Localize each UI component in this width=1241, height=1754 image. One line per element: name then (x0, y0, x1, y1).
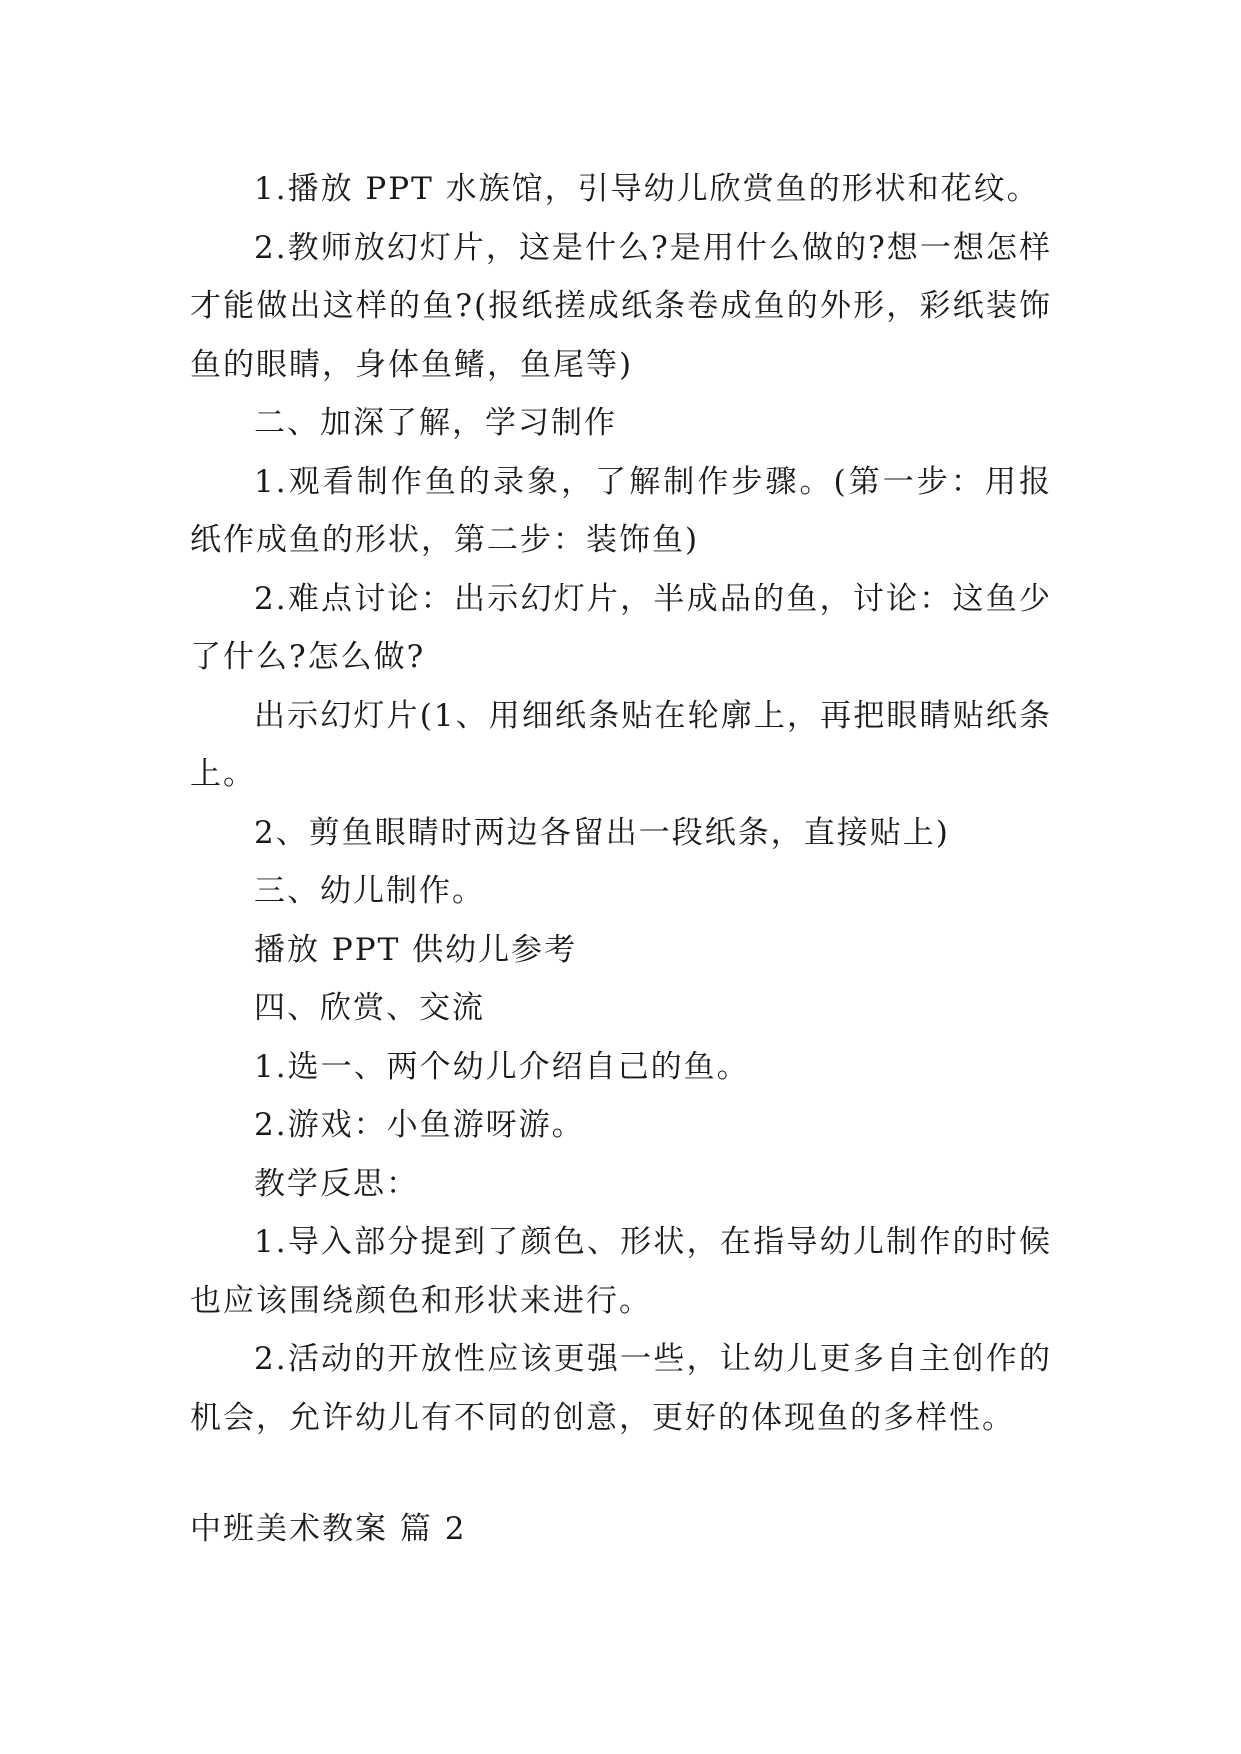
paragraph-8: 1.选一、两个幼儿介绍自己的鱼。 (254, 1048, 750, 1085)
section-subheading-3: 三、幼儿制作。 (254, 873, 485, 909)
reflection-point-1: 1.导入部分提到了颜色、形状，在指导幼儿制作的时候也应该围绕颜色和形状来进行。 (190, 1224, 1052, 1319)
paragraph-7: 播放 PPT 供幼儿参考 (254, 931, 578, 968)
paragraph-2: 2.教师放幻灯片，这是什么?是用什么做的?想一想怎样才能做出这样的鱼?(报纸搓成纸条卷成鱼的外形，彩纸装饰鱼的眼睛，身体鱼鳍，鱼尾等) (190, 229, 1052, 383)
paragraph-4: 2.难点讨论：出示幻灯片，半成品的鱼，讨论：这鱼少了什么?怎么做? (190, 580, 1052, 675)
document-body (190, 160, 1052, 1447)
reflection-point-2: 2.活动的开放性应该更强一些，让幼儿更多自主创作的机会，允许幼儿有不同的创意，更好的体现鱼的多样性。 (190, 1341, 1052, 1436)
section-subheading-4: 四、欣赏、交流 (254, 990, 485, 1026)
paragraph-9: 2.游戏：小鱼游呀游。 (254, 1107, 585, 1143)
reflection-heading: 教学反思： (254, 1165, 419, 1202)
section-subheading-2: 二、加深了解，学习制作 (254, 405, 617, 441)
paragraph-5: 出示幻灯片(1、用细纸条贴在轮廓上，再把眼睛贴纸条上。 (190, 697, 1052, 792)
paragraph-1: 1.播放 PPT 水族馆，引导幼儿欣赏鱼的形状和花纹。 (254, 171, 1040, 207)
paragraph-3: 1.观看制作鱼的录象，了解制作步骤。(第一步：用报纸作成鱼的形状，第二步：装饰鱼) (190, 463, 1052, 558)
section-heading: 中班美术教案 篇 2 (190, 1511, 467, 1547)
paragraph-6: 2、剪鱼眼睛时两边各留出一段纸条，直接贴上) (254, 814, 950, 851)
